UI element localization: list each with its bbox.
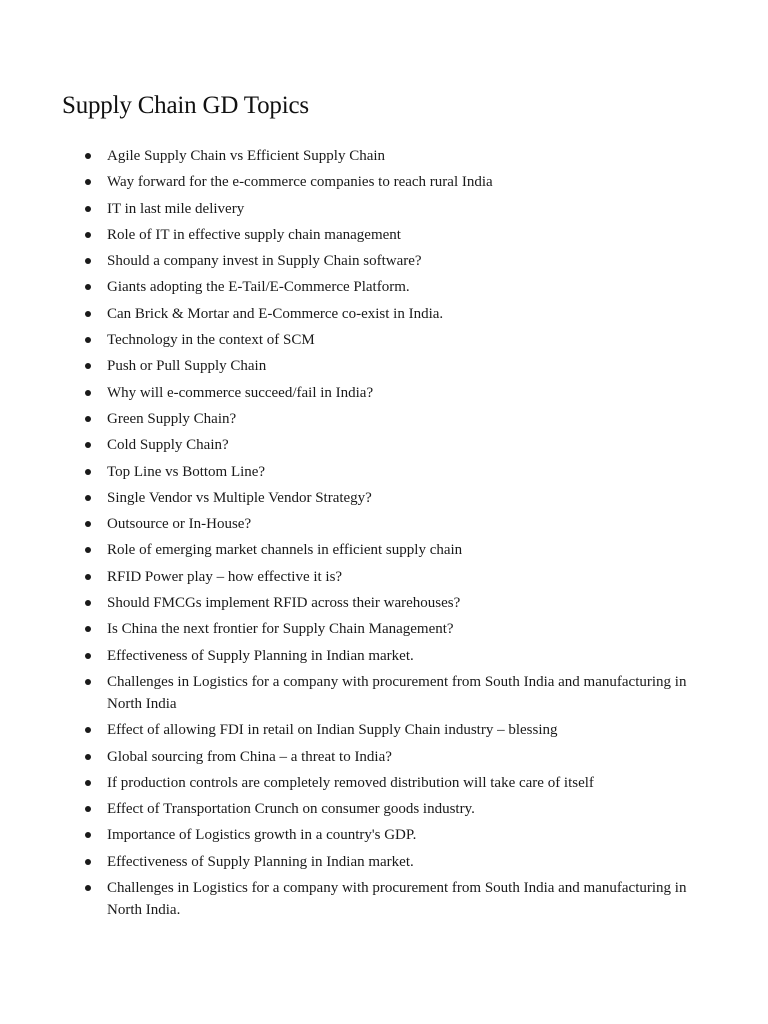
list-item	[0, 770, 717, 796]
list-item	[0, 796, 717, 822]
list-item-text: Challenges in Logistics for a company with procurement from South India and manufacturing in North India.	[107, 880, 687, 919]
list-item	[0, 822, 717, 848]
list-item	[0, 432, 717, 458]
list-item-text: Role of emerging market channels in efficient supply chain	[107, 542, 463, 559]
bullet-icon	[85, 232, 91, 238]
bullet-icon	[85, 626, 91, 632]
bullet-icon	[85, 469, 91, 475]
list-item-text: Agile Supply Chain vs Efficient Supply Chain	[107, 148, 386, 164]
list-item-text: Effectiveness of Supply Planning in Indian market.	[107, 853, 414, 870]
list-item-text: Should FMCGs implement RFID across their warehouses?	[107, 595, 461, 612]
list-item	[0, 274, 717, 300]
bullet-icon	[85, 206, 91, 212]
list-item	[0, 537, 717, 563]
bullet-icon	[85, 754, 91, 760]
list-item-text: Single Vendor vs Multiple Vendor Strategy?	[107, 489, 372, 506]
list-item-text: Cold Supply Chain?	[107, 437, 229, 454]
list-item	[0, 406, 717, 432]
list-item	[0, 669, 717, 717]
list-item-text: Way forward for the e-commerce companies to reach rural India	[107, 174, 493, 191]
list-item-text: Top Line vs Bottom Line?	[107, 463, 266, 480]
list-item	[0, 143, 717, 169]
list-item-text: Can Brick & Mortar and E-Commerce co-exist in India.	[107, 305, 444, 322]
bullet-icon	[85, 390, 91, 396]
topic-list	[0, 143, 768, 923]
list-item	[0, 459, 717, 485]
bullet-icon	[85, 832, 91, 838]
bullet-icon	[85, 416, 91, 422]
bullet-icon	[85, 653, 91, 659]
list-item	[0, 564, 717, 590]
list-item-text: IT in last mile delivery	[107, 200, 245, 217]
list-item	[0, 353, 717, 379]
list-item-text: Role of IT in effective supply chain management	[107, 226, 401, 243]
list-item	[0, 616, 717, 642]
bullet-icon	[85, 495, 91, 501]
bullet-icon	[85, 311, 91, 317]
bullet-icon	[85, 806, 91, 812]
bullet-icon	[85, 859, 91, 865]
list-item	[0, 380, 717, 406]
bullet-icon	[85, 442, 91, 448]
list-item-text: Outsource or In-House?	[107, 516, 252, 533]
list-item	[0, 849, 717, 875]
list-item-text: Global sourcing from China – a threat to India?	[107, 748, 392, 765]
list-item-text: Giants adopting the E-Tail/E-Commerce Platform.	[107, 279, 410, 296]
list-item-text: Effectiveness of Supply Planning in Indian market.	[107, 647, 414, 664]
bullet-icon	[85, 363, 91, 369]
list-item-text: Challenges in Logistics for a company with procurement from South India and manufacturing in North India	[107, 673, 687, 712]
list-item	[0, 590, 717, 616]
list-item	[0, 169, 717, 195]
bullet-icon	[85, 258, 91, 264]
bullet-icon	[85, 179, 91, 185]
list-item	[0, 196, 717, 222]
bullet-icon	[85, 679, 91, 685]
list-item	[0, 327, 717, 353]
bullet-icon	[85, 727, 91, 733]
list-item	[0, 511, 717, 537]
bullet-icon	[85, 574, 91, 580]
bullet-icon	[85, 885, 91, 891]
list-item-text: If production controls are completely removed distribution will take care of itself	[107, 774, 594, 791]
list-item-text: Importance of Logistics growth in a country's GDP.	[107, 827, 417, 844]
list-item-text: Why will e-commerce succeed/fail in India?	[107, 384, 374, 401]
list-item-text: Green Supply Chain?	[107, 410, 237, 427]
list-item-text: Push or Pull Supply Chain	[107, 358, 267, 375]
list-item	[0, 717, 717, 743]
list-item	[0, 301, 717, 327]
list-item-text: RFID Power play – how effective it is?	[107, 568, 343, 585]
list-item-text: Effect of allowing FDI in retail on Indian Supply Chain industry – blessing	[107, 722, 558, 739]
list-item-text: Is China the next frontier for Supply Chain Management?	[107, 621, 454, 638]
list-item	[0, 222, 717, 248]
list-item-text: Should a company invest in Supply Chain software?	[107, 253, 422, 270]
list-item	[0, 744, 717, 770]
bullet-icon	[85, 521, 91, 527]
bullet-icon	[85, 600, 91, 606]
bullet-icon	[85, 780, 91, 786]
list-item	[0, 643, 717, 669]
bullet-icon	[85, 547, 91, 553]
bullet-icon	[85, 153, 91, 159]
list-item	[0, 875, 717, 923]
bullet-icon	[85, 337, 91, 343]
list-item-text: Effect of Transportation Crunch on consumer goods industry.	[107, 801, 475, 818]
list-item-text: Technology in the context of SCM	[107, 332, 315, 349]
bullet-icon	[85, 284, 91, 290]
page-title: Supply Chain GD Topics	[62, 92, 309, 119]
list-item	[0, 248, 717, 274]
list-item	[0, 485, 717, 511]
